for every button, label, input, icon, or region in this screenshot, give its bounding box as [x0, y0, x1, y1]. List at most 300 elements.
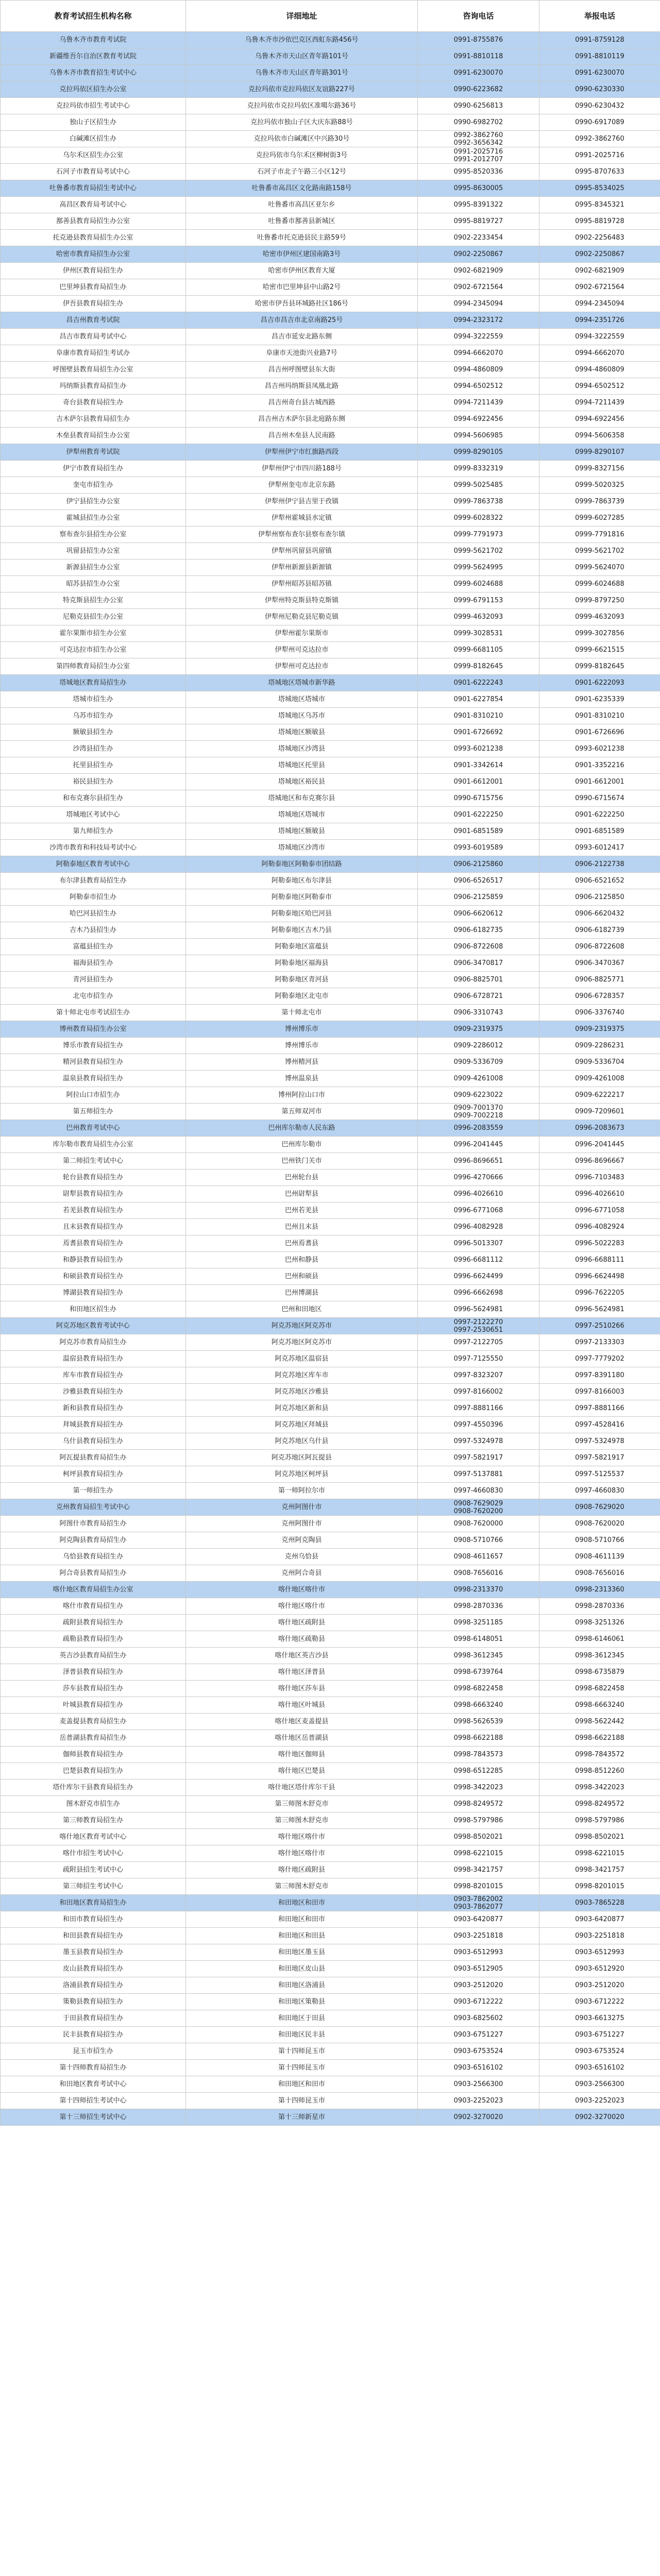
cell-institution-name: 伽师县教育局招生办 [1, 1747, 186, 1763]
cell-report-phone: 0994-2345094 [539, 296, 660, 312]
cell-report-phone: 0991-2025716 [539, 147, 660, 164]
cell-address: 巴州博湖县 [186, 1285, 418, 1301]
cell-report-phone: 0903-6420877 [539, 1911, 660, 1928]
cell-phone: 0997-4550396 [418, 1417, 539, 1433]
cell-institution-name: 墨玉县教育局招生办 [1, 1944, 186, 1961]
table-row [1, 807, 660, 823]
table-row [1, 131, 660, 147]
cell-report-phone: 0999-5020325 [539, 477, 660, 494]
cell-phone: 0995-8630005 [418, 180, 539, 197]
cell-institution-name: 昭苏县招生办公室 [1, 576, 186, 592]
cell-address: 伊犁州新源县新源镇 [186, 560, 418, 576]
cell-address: 第三师图木舒克市 [186, 1878, 418, 1895]
cell-phone: 0998-2313370 [418, 1582, 539, 1598]
table-row [1, 1054, 660, 1071]
cell-phone: 0998-6512285 [418, 1763, 539, 1780]
cell-address: 塔城地区托里县 [186, 757, 418, 774]
cell-report-phone: 0998-6146061 [539, 1631, 660, 1648]
cell-institution-name: 英吉沙县教育局招生办 [1, 1648, 186, 1664]
table-row [1, 197, 660, 213]
table-row [1, 1351, 660, 1367]
cell-report-phone: 0998-6663240 [539, 1697, 660, 1714]
table-row [1, 972, 660, 988]
cell-report-phone: 0994-5606358 [539, 428, 660, 444]
cell-phone: 0998-7843573 [418, 1747, 539, 1763]
cell-institution-name: 图木舒克市招生办 [1, 1796, 186, 1812]
cell-institution-name: 塔什库尔干县教育局招生办 [1, 1780, 186, 1796]
cell-institution-name: 乌什县教育局招生办 [1, 1433, 186, 1450]
cell-institution-name: 阜康市教育局招生考试办 [1, 345, 186, 362]
cell-address: 阿克苏地区沙雅县 [186, 1384, 418, 1400]
cell-address: 博州博乐市 [186, 1038, 418, 1054]
table-row [1, 1862, 660, 1878]
cell-institution-name: 呼图壁县教育局招生办公室 [1, 362, 186, 378]
cell-report-phone: 0994-7211439 [539, 395, 660, 411]
cell-report-phone: 0998-5622442 [539, 1714, 660, 1730]
cell-institution-name: 独山子区招生办 [1, 114, 186, 131]
cell-address: 吐鲁番市托克逊县民主路59号 [186, 230, 418, 246]
cell-phone: 0901-6851589 [418, 823, 539, 840]
table-row [1, 592, 660, 609]
cell-address: 克拉玛依市白碱滩区中兴路30号 [186, 131, 418, 147]
cell-address: 巴州库尔勒市 [186, 1137, 418, 1153]
cell-report-phone: 0997-5324978 [539, 1433, 660, 1450]
cell-phone: 0903-6420877 [418, 1911, 539, 1928]
cell-phone: 0901-6222243 [418, 675, 539, 691]
cell-phone: 0995-8819727 [418, 213, 539, 230]
cell-phone: 0903-2251818 [418, 1928, 539, 1944]
cell-institution-name: 伊宁县招生办公室 [1, 494, 186, 510]
cell-phone: 0994-6502512 [418, 378, 539, 395]
cell-institution-name: 第十四师教育局招生办 [1, 2060, 186, 2076]
cell-address: 克州阿合奇县 [186, 1565, 418, 1582]
cell-institution-name: 岳普湖县教育局招生办 [1, 1730, 186, 1747]
header-institution-name: 教育考试招生机构名称 [1, 1, 186, 32]
cell-institution-name: 玛纳斯县教育局招生办 [1, 378, 186, 395]
table-row [1, 1763, 660, 1780]
table-row [1, 263, 660, 279]
table-row [1, 889, 660, 906]
cell-phone: 0902-2250867 [418, 246, 539, 263]
cell-institution-name: 民丰县教育局招生办 [1, 2027, 186, 2043]
cell-report-phone: 0994-2351726 [539, 312, 660, 329]
cell-report-phone: 0909-5336704 [539, 1054, 660, 1071]
cell-phone: 0999-7791973 [418, 527, 539, 543]
cell-address: 阿克苏地区温宿县 [186, 1351, 418, 1367]
cell-phone: 0994-2345094 [418, 296, 539, 312]
cell-report-phone: 0996-5624981 [539, 1301, 660, 1318]
cell-phone: 0994-7211439 [418, 395, 539, 411]
cell-phone: 0906-3470817 [418, 955, 539, 972]
cell-phone: 0998-2870336 [418, 1598, 539, 1615]
cell-report-phone: 0999-8327156 [539, 461, 660, 477]
cell-institution-name: 乌苏市招生办 [1, 708, 186, 724]
cell-report-phone: 0997-7779202 [539, 1351, 660, 1367]
cell-report-phone: 0994-4860809 [539, 362, 660, 378]
cell-report-phone: 0995-8707633 [539, 164, 660, 180]
cell-phone: 0998-6663240 [418, 1697, 539, 1714]
cell-phone: 0906-6728721 [418, 988, 539, 1005]
cell-phone: 0998-6822458 [418, 1681, 539, 1697]
cell-address: 阿克苏地区阿瓦提县 [186, 1450, 418, 1466]
cell-address: 塔城地区沙湾县 [186, 741, 418, 757]
table-row [1, 1268, 660, 1285]
cell-phone: 0902-6821909 [418, 263, 539, 279]
table-row [1, 32, 660, 48]
cell-address: 伊犁州昭苏县昭苏镇 [186, 576, 418, 592]
cell-institution-name: 沙雅县教育局招生办 [1, 1384, 186, 1400]
cell-phone: 0902-3270020 [418, 2109, 539, 2126]
cell-phone: 0997-8323207 [418, 1367, 539, 1384]
cell-report-phone: 0996-6624498 [539, 1268, 660, 1285]
table-row [1, 1005, 660, 1021]
cell-address: 阿克苏地区乌什县 [186, 1433, 418, 1450]
cell-institution-name: 第五师招生办 [1, 1104, 186, 1120]
cell-phone: 0901-3342614 [418, 757, 539, 774]
cell-institution-name: 吉木乃县招生办 [1, 922, 186, 939]
cell-address: 喀什地区岳普湖县 [186, 1730, 418, 1747]
table-row [1, 48, 660, 65]
cell-institution-name: 塔城地区教育局招生办 [1, 675, 186, 691]
cell-report-phone: 0906-6728357 [539, 988, 660, 1005]
cell-phone: 0998-6148051 [418, 1631, 539, 1648]
cell-report-phone: 0903-6753524 [539, 2043, 660, 2060]
cell-phone: 0995-8391322 [418, 197, 539, 213]
cell-address: 巴州若羌县 [186, 1202, 418, 1219]
cell-phone: 0991-2025716 0991-2012707 [418, 147, 539, 164]
cell-report-phone: 0997-8166003 [539, 1384, 660, 1400]
cell-report-phone: 0901-6235339 [539, 691, 660, 708]
cell-report-phone: 0997-5821917 [539, 1450, 660, 1466]
cell-institution-name: 皮山县教育局招生办 [1, 1961, 186, 1977]
cell-institution-name: 昆玉市招生办 [1, 2043, 186, 2060]
table-row [1, 1895, 660, 1911]
cell-institution-name: 阿克陶县教育局招生办 [1, 1532, 186, 1549]
cell-report-phone: 0901-6726696 [539, 724, 660, 741]
table-row [1, 955, 660, 972]
table-row [1, 1417, 660, 1433]
cell-address: 伊犁州察布查尔县察布查尔镇 [186, 527, 418, 543]
cell-institution-name: 第三师教育局招生办 [1, 1812, 186, 1829]
cell-institution-name: 第三师招生考试中心 [1, 1878, 186, 1895]
table-row [1, 378, 660, 395]
cell-address: 阿勒泰地区青河县 [186, 972, 418, 988]
cell-address: 塔城地区额敏县 [186, 724, 418, 741]
table-row [1, 444, 660, 461]
cell-phone: 0991-6230070 [418, 65, 539, 81]
cell-address: 伊犁州尼勒克县尼勒克镇 [186, 609, 418, 625]
table-row [1, 1549, 660, 1565]
cell-report-phone: 0999-8797250 [539, 592, 660, 609]
cell-phone: 0998-6221015 [418, 1845, 539, 1862]
cell-phone: 0903-6825602 [418, 2010, 539, 2027]
cell-address: 阿克苏地区新和县 [186, 1400, 418, 1417]
cell-phone: 0990-6256813 [418, 98, 539, 114]
cell-address: 塔城地区裕民县 [186, 774, 418, 790]
cell-report-phone: 0997-5125537 [539, 1466, 660, 1483]
cell-institution-name: 伊宁市教育局招生办 [1, 461, 186, 477]
cell-institution-name: 焉耆县教育局招生办 [1, 1235, 186, 1252]
cell-report-phone: 0998-6822458 [539, 1681, 660, 1697]
cell-address: 克州乌恰县 [186, 1549, 418, 1565]
cell-phone: 0991-8810118 [418, 48, 539, 65]
cell-address: 哈密市伊州区教育大厦 [186, 263, 418, 279]
cell-report-phone: 0999-7791816 [539, 527, 660, 543]
cell-report-phone: 0995-8819728 [539, 213, 660, 230]
table-row [1, 296, 660, 312]
cell-institution-name: 阿克苏地区教育考试中心 [1, 1318, 186, 1334]
cell-phone: 0999-6028322 [418, 510, 539, 527]
table-row [1, 2060, 660, 2076]
cell-phone: 0998-5626539 [418, 1714, 539, 1730]
cell-phone: 0997-5324978 [418, 1433, 539, 1450]
table-row [1, 1796, 660, 1812]
cell-phone: 0996-4270666 [418, 1170, 539, 1186]
cell-address: 伊犁州可克达拉市 [186, 642, 418, 658]
cell-phone: 0999-8290105 [418, 444, 539, 461]
cell-address: 巴州轮台县 [186, 1170, 418, 1186]
cell-report-phone: 0901-6222250 [539, 807, 660, 823]
cell-phone: 0996-2083559 [418, 1120, 539, 1137]
cell-report-phone: 0996-4082924 [539, 1219, 660, 1235]
table-row [1, 98, 660, 114]
table-row [1, 1483, 660, 1499]
table-row [1, 774, 660, 790]
cell-report-phone: 0993-6021238 [539, 741, 660, 757]
cell-institution-name: 第九师招生办 [1, 823, 186, 840]
cell-phone: 0903-2512020 [418, 1977, 539, 1994]
cell-phone: 0999-6791153 [418, 592, 539, 609]
cell-institution-name: 泽普县教育局招生办 [1, 1664, 186, 1681]
table-row [1, 576, 660, 592]
table-row [1, 1928, 660, 1944]
cell-address: 伊犁州奎屯市北京东路 [186, 477, 418, 494]
table-row [1, 790, 660, 807]
table-row [1, 1582, 660, 1598]
cell-institution-name: 巩留县招生办公室 [1, 543, 186, 560]
cell-report-phone: 0997-4660830 [539, 1483, 660, 1499]
cell-report-phone: 0906-8825771 [539, 972, 660, 988]
cell-phone: 0993-6021238 [418, 741, 539, 757]
table-row [1, 1697, 660, 1714]
cell-phone: 0999-5025485 [418, 477, 539, 494]
cell-institution-name: 阿勒泰地区教育考试中心 [1, 856, 186, 873]
cell-institution-name: 吉木萨尔县教育局招生办 [1, 411, 186, 428]
cell-phone: 0996-6662698 [418, 1285, 539, 1301]
table-row [1, 164, 660, 180]
cell-institution-name: 阿克苏市教育局招生办 [1, 1334, 186, 1351]
table-row [1, 939, 660, 955]
cell-phone: 0999-4632093 [418, 609, 539, 625]
table-row [1, 1829, 660, 1845]
table-row [1, 1301, 660, 1318]
table-row [1, 1120, 660, 1137]
cell-address: 巴州和田地区 [186, 1301, 418, 1318]
table-row [1, 2027, 660, 2043]
cell-address: 阜康市天池街兴业路7号 [186, 345, 418, 362]
cell-address: 喀什地区麦盖提县 [186, 1714, 418, 1730]
table-row [1, 1911, 660, 1928]
table-row [1, 1285, 660, 1301]
cell-report-phone: 0903-2566300 [539, 2076, 660, 2093]
cell-phone: 0997-8166002 [418, 1384, 539, 1400]
cell-institution-name: 温泉县教育局招生办 [1, 1071, 186, 1087]
cell-institution-name: 青河县招生办 [1, 972, 186, 988]
cell-institution-name: 喀什市教育局招生办 [1, 1598, 186, 1615]
cell-address: 第十师北屯市 [186, 1005, 418, 1021]
table-row [1, 213, 660, 230]
cell-institution-name: 哈巴河县招生办 [1, 906, 186, 922]
cell-address: 塔城地区塔城市 [186, 691, 418, 708]
cell-institution-name: 柯坪县教育局招生办 [1, 1466, 186, 1483]
cell-institution-name: 北屯市招生办 [1, 988, 186, 1005]
cell-address: 和田地区策勒县 [186, 1994, 418, 2010]
cell-institution-name: 伊犁州教育考试院 [1, 444, 186, 461]
cell-phone: 0997-2122270 0997-2530651 [418, 1318, 539, 1334]
cell-address: 第十四师昆玉市 [186, 2060, 418, 2076]
cell-address: 伊犁州霍城县水定镇 [186, 510, 418, 527]
cell-institution-name: 博州教育局招生办公室 [1, 1021, 186, 1038]
table-row [1, 642, 660, 658]
table-row [1, 312, 660, 329]
table-row [1, 543, 660, 560]
cell-phone: 0993-6019589 [418, 840, 539, 856]
cell-phone: 0903-2566300 [418, 2076, 539, 2093]
cell-report-phone: 0998-3251326 [539, 1615, 660, 1631]
cell-institution-name: 阿瓦提县教育局招生办 [1, 1450, 186, 1466]
cell-phone: 0998-3421757 [418, 1862, 539, 1878]
cell-report-phone: 0994-6922456 [539, 411, 660, 428]
table-row [1, 1334, 660, 1351]
cell-report-phone: 0906-2122738 [539, 856, 660, 873]
cell-phone: 0996-4082928 [418, 1219, 539, 1235]
cell-address: 克拉玛依市克拉玛依区准噶尔路36号 [186, 98, 418, 114]
cell-report-phone: 0903-6751227 [539, 2027, 660, 2043]
cell-institution-name: 新疆维吾尔自治区教育考试院 [1, 48, 186, 65]
cell-phone: 0996-4026610 [418, 1186, 539, 1202]
cell-institution-name: 石河子市教育局考试中心 [1, 164, 186, 180]
cell-address: 博州博乐市 [186, 1021, 418, 1038]
table-row [1, 395, 660, 411]
cell-phone: 0908-7656016 [418, 1565, 539, 1582]
cell-phone: 0997-8881166 [418, 1400, 539, 1417]
cell-institution-name: 阿合奇县教育局招生办 [1, 1565, 186, 1582]
cell-institution-name: 霍城县招生办公室 [1, 510, 186, 527]
cell-phone: 0998-5797986 [418, 1812, 539, 1829]
cell-report-phone: 0997-8391180 [539, 1367, 660, 1384]
cell-report-phone: 0909-2286231 [539, 1038, 660, 1054]
table-row [1, 246, 660, 263]
cell-phone: 0903-6751227 [418, 2027, 539, 2043]
cell-address: 第五师双河市 [186, 1104, 418, 1120]
cell-address: 吐鲁番市高昌区文化路南路158号 [186, 180, 418, 197]
cell-phone: 0903-6516102 [418, 2060, 539, 2076]
cell-report-phone: 0999-7863739 [539, 494, 660, 510]
table-row [1, 345, 660, 362]
cell-report-phone: 0997-2133303 [539, 1334, 660, 1351]
cell-address: 阿勒泰地区北屯市 [186, 988, 418, 1005]
cell-address: 博州精河县 [186, 1054, 418, 1071]
cell-report-phone: 0903-2512020 [539, 1977, 660, 1994]
table-row [1, 840, 660, 856]
cell-address: 和田地区皮山县 [186, 1961, 418, 1977]
cell-institution-name: 策勒县教育局招生办 [1, 1994, 186, 2010]
table-row [1, 329, 660, 345]
cell-institution-name: 且末县教育局招生办 [1, 1219, 186, 1235]
table-row [1, 1499, 660, 1516]
cell-address: 阿勒泰地区阿勒泰市团结路 [186, 856, 418, 873]
table-row [1, 1961, 660, 1977]
cell-phone: 0906-8825701 [418, 972, 539, 988]
cell-phone: 0909-2319375 [418, 1021, 539, 1038]
table-row [1, 741, 660, 757]
cell-report-phone: 0996-2041445 [539, 1137, 660, 1153]
table-row [1, 1104, 660, 1120]
cell-phone: 0901-8310210 [418, 708, 539, 724]
cell-report-phone: 0902-3270020 [539, 2109, 660, 2126]
cell-report-phone: 0998-6221015 [539, 1845, 660, 1862]
cell-phone: 0994-6662070 [418, 345, 539, 362]
table-row [1, 1318, 660, 1334]
cell-institution-name: 第二师招生考试中心 [1, 1153, 186, 1170]
cell-phone: 0994-3222559 [418, 329, 539, 345]
cell-report-phone: 0909-6222217 [539, 1087, 660, 1104]
cell-phone: 0996-6681112 [418, 1252, 539, 1268]
cell-address: 阿克苏地区拜城县 [186, 1417, 418, 1433]
cell-phone: 0908-7629029 0908-7620200 [418, 1499, 539, 1516]
cell-report-phone: 0998-8502021 [539, 1829, 660, 1845]
cell-report-phone: 0908-7656016 [539, 1565, 660, 1582]
cell-address: 博州阿拉山口市 [186, 1087, 418, 1104]
cell-address: 喀什地区喀什市 [186, 1845, 418, 1862]
cell-address: 伊犁州霍尔果斯市 [186, 625, 418, 642]
cell-institution-name: 额敏县招生办 [1, 724, 186, 741]
cell-report-phone: 0990-6230432 [539, 98, 660, 114]
table-row [1, 1400, 660, 1417]
table-row [1, 1944, 660, 1961]
cell-institution-name: 尼勒克县招生办公室 [1, 609, 186, 625]
cell-report-phone: 0908-7629020 [539, 1499, 660, 1516]
cell-institution-name: 博湖县教育局招生办 [1, 1285, 186, 1301]
cell-institution-name: 博乐市教育局招生办 [1, 1038, 186, 1054]
table-row [1, 1681, 660, 1697]
cell-address: 巴州库尔勒市人民东路 [186, 1120, 418, 1137]
cell-institution-name: 阿勒泰市招生办 [1, 889, 186, 906]
cell-phone: 0992-3862760 0992-3656342 [418, 131, 539, 147]
cell-phone: 0990-6715756 [418, 790, 539, 807]
cell-phone: 0999-8332319 [418, 461, 539, 477]
cell-address: 阿克苏地区库车市 [186, 1367, 418, 1384]
cell-address: 第三师图木舒克市 [186, 1796, 418, 1812]
cell-report-phone: 0902-6721564 [539, 279, 660, 296]
table-row [1, 560, 660, 576]
cell-institution-name: 第一师招生办 [1, 1483, 186, 1499]
cell-report-phone: 0998-8249572 [539, 1796, 660, 1812]
cell-address: 阿勒泰地区福海县 [186, 955, 418, 972]
cell-address: 第十四师昆玉市 [186, 2043, 418, 2060]
table-row [1, 1235, 660, 1252]
table-row [1, 411, 660, 428]
cell-report-phone: 0999-4632093 [539, 609, 660, 625]
cell-report-phone: 0990-6917089 [539, 114, 660, 131]
table-row [1, 1516, 660, 1532]
cell-phone: 0991-8755876 [418, 32, 539, 48]
cell-report-phone: 0997-4528416 [539, 1417, 660, 1433]
cell-phone: 0906-3310743 [418, 1005, 539, 1021]
cell-institution-name: 木垒县教育局招生办公室 [1, 428, 186, 444]
cell-institution-name: 第十三师招生考试中心 [1, 2109, 186, 2126]
cell-report-phone: 0998-8201015 [539, 1878, 660, 1895]
